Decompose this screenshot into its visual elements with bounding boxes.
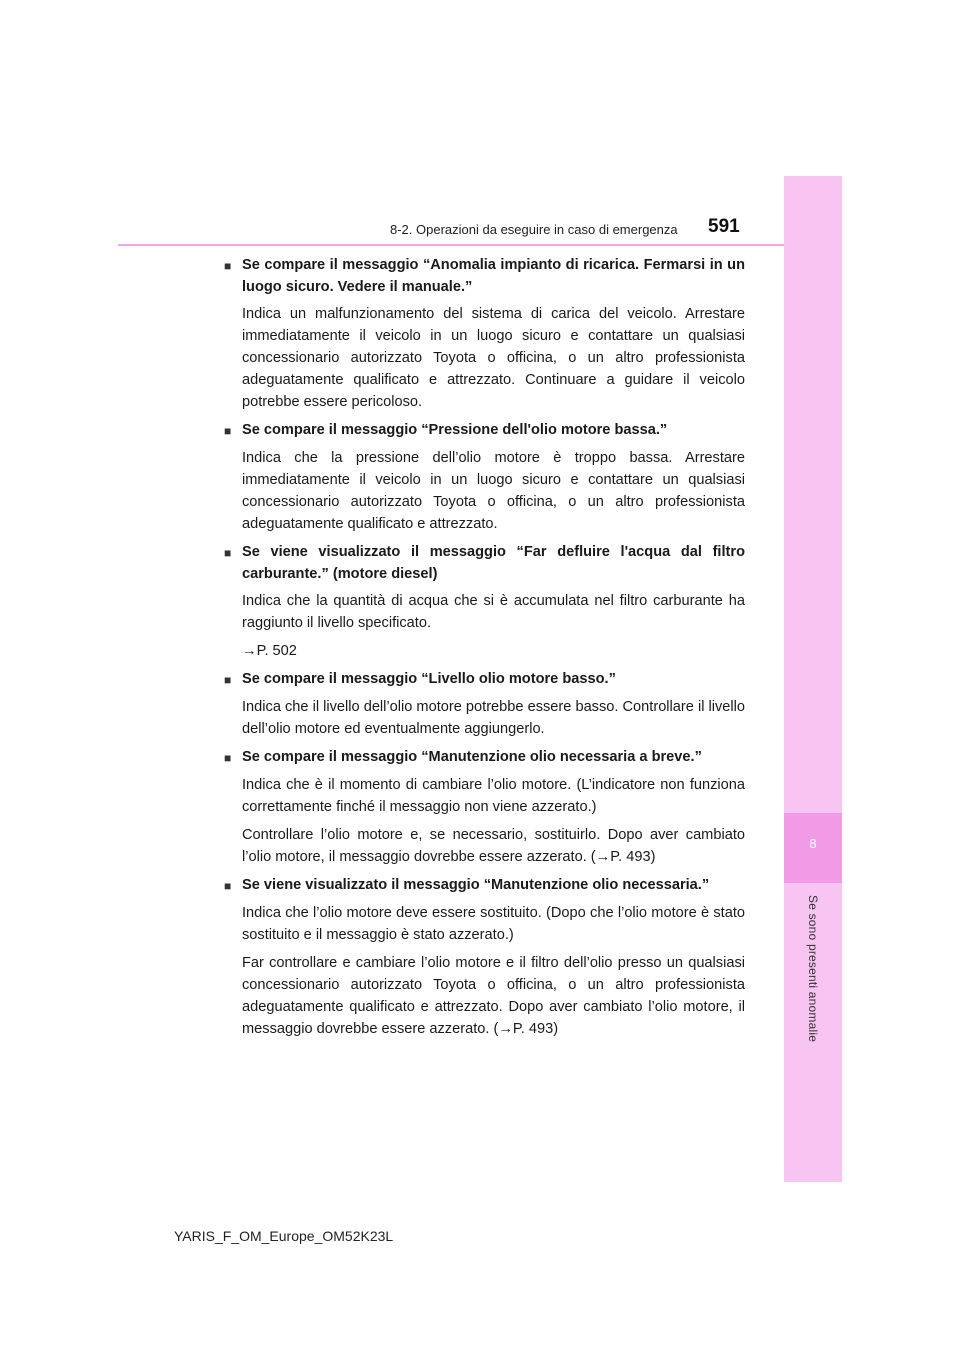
square-bullet-icon: ■ xyxy=(224,673,232,687)
page-number: 591 xyxy=(708,216,740,237)
heading-text: Se compare il messaggio “Manutenzione olio necessaria a breve.” xyxy=(242,749,702,765)
section-oil-pressure-low xyxy=(224,419,745,535)
page-content xyxy=(224,254,745,1046)
page-reference-link[interactable]: →P. 502 xyxy=(242,643,297,659)
section-oil-maintenance-soon xyxy=(224,746,745,868)
header-rule xyxy=(118,244,784,246)
paragraph: Indica un malfunzionamento del sistema di carica del veicolo. Arrestare immediatamente il veicolo in un luogo sicuro e contattare un qualsiasi concessionario autorizzato Toyota o officina, o un altro professionista adeguatamente qualificato e attrezzato. Continuare a guidare il veicolo potrebbe essere pericoloso. xyxy=(242,306,745,410)
section-title: 8-2. Operazioni da eseguire in caso di emergenza xyxy=(390,222,678,237)
heading-text: Se compare il messaggio “Livello olio motore basso.” xyxy=(242,671,616,687)
heading-text: Se compare il messaggio “Anomalia impianto di ricarica. Fermarsi in un luogo sicuro. Vedere il manuale.” xyxy=(242,257,745,295)
chapter-number: 8 xyxy=(809,836,817,851)
heading-text: Se compare il messaggio “Pressione dell'olio motore bassa.” xyxy=(242,422,668,438)
square-bullet-icon: ■ xyxy=(224,259,232,273)
paragraph: Indica che il livello dell’olio motore potrebbe essere basso. Controllare il livello dell’olio motore ed eventualmente aggiungerlo. xyxy=(242,699,745,737)
square-bullet-icon: ■ xyxy=(224,546,232,560)
paragraph: Far controllare e cambiare l’olio motore e il filtro dell’olio presso un qualsiasi concessionario autorizzato Toyota o officina, o un altro professionista adeguatamente qualificato e attrezzato. Dopo aver cambiato l’olio motore, il messaggio dovrebbe essere azzerato. (→P. 493) xyxy=(242,955,745,1037)
paragraph: Indica che la pressione dell’olio motore è troppo bassa. Arrestare immediatamente il veicolo in un luogo sicuro e contattare un qualsiasi concessionario autorizzato Toyota o officina, o un altro professionista adeguatamente qualificato e attrezzato. xyxy=(242,450,745,532)
section-oil-level-low xyxy=(224,668,745,740)
paragraph: Indica che è il momento di cambiare l’olio motore. (L’indicatore non funziona correttamente finché il messaggio non viene azzerato.) xyxy=(242,777,745,815)
section-heading xyxy=(224,254,745,298)
section-fuel-filter-water xyxy=(224,541,745,662)
section-oil-maintenance-required xyxy=(224,874,745,1040)
paragraph: Indica che la quantità di acqua che si è accumulata nel filtro carburante ha raggiunto il livello specificato. xyxy=(242,593,745,631)
square-bullet-icon: ■ xyxy=(224,424,232,438)
document-code: YARIS_F_OM_Europe_OM52K23L xyxy=(174,1228,394,1244)
chapter-label: Se sono presenti anomalie xyxy=(806,895,820,1043)
section-heading xyxy=(224,746,745,769)
section-heading xyxy=(224,874,745,897)
heading-text: Se viene visualizzato il messaggio “Manutenzione olio necessaria.” xyxy=(242,877,710,893)
square-bullet-icon: ■ xyxy=(224,879,232,893)
section-heading xyxy=(224,668,745,691)
heading-text: Se viene visualizzato il messaggio “Far defluire l'acqua dal filtro carburante.” (motore diesel) xyxy=(242,544,745,582)
square-bullet-icon: ■ xyxy=(224,751,232,765)
section-heading xyxy=(224,541,745,585)
paragraph: Controllare l’olio motore e, se necessario, sostituirlo. Dopo aver cambiato l’olio motore, il messaggio dovrebbe essere azzerato. (→P. 493) xyxy=(242,827,745,865)
section-charging-fault xyxy=(224,254,745,413)
section-heading xyxy=(224,419,745,442)
paragraph: Indica che l’olio motore deve essere sostituito. (Dopo che l’olio motore è stato sostituito e il messaggio è stato azzerato.) xyxy=(242,905,745,943)
